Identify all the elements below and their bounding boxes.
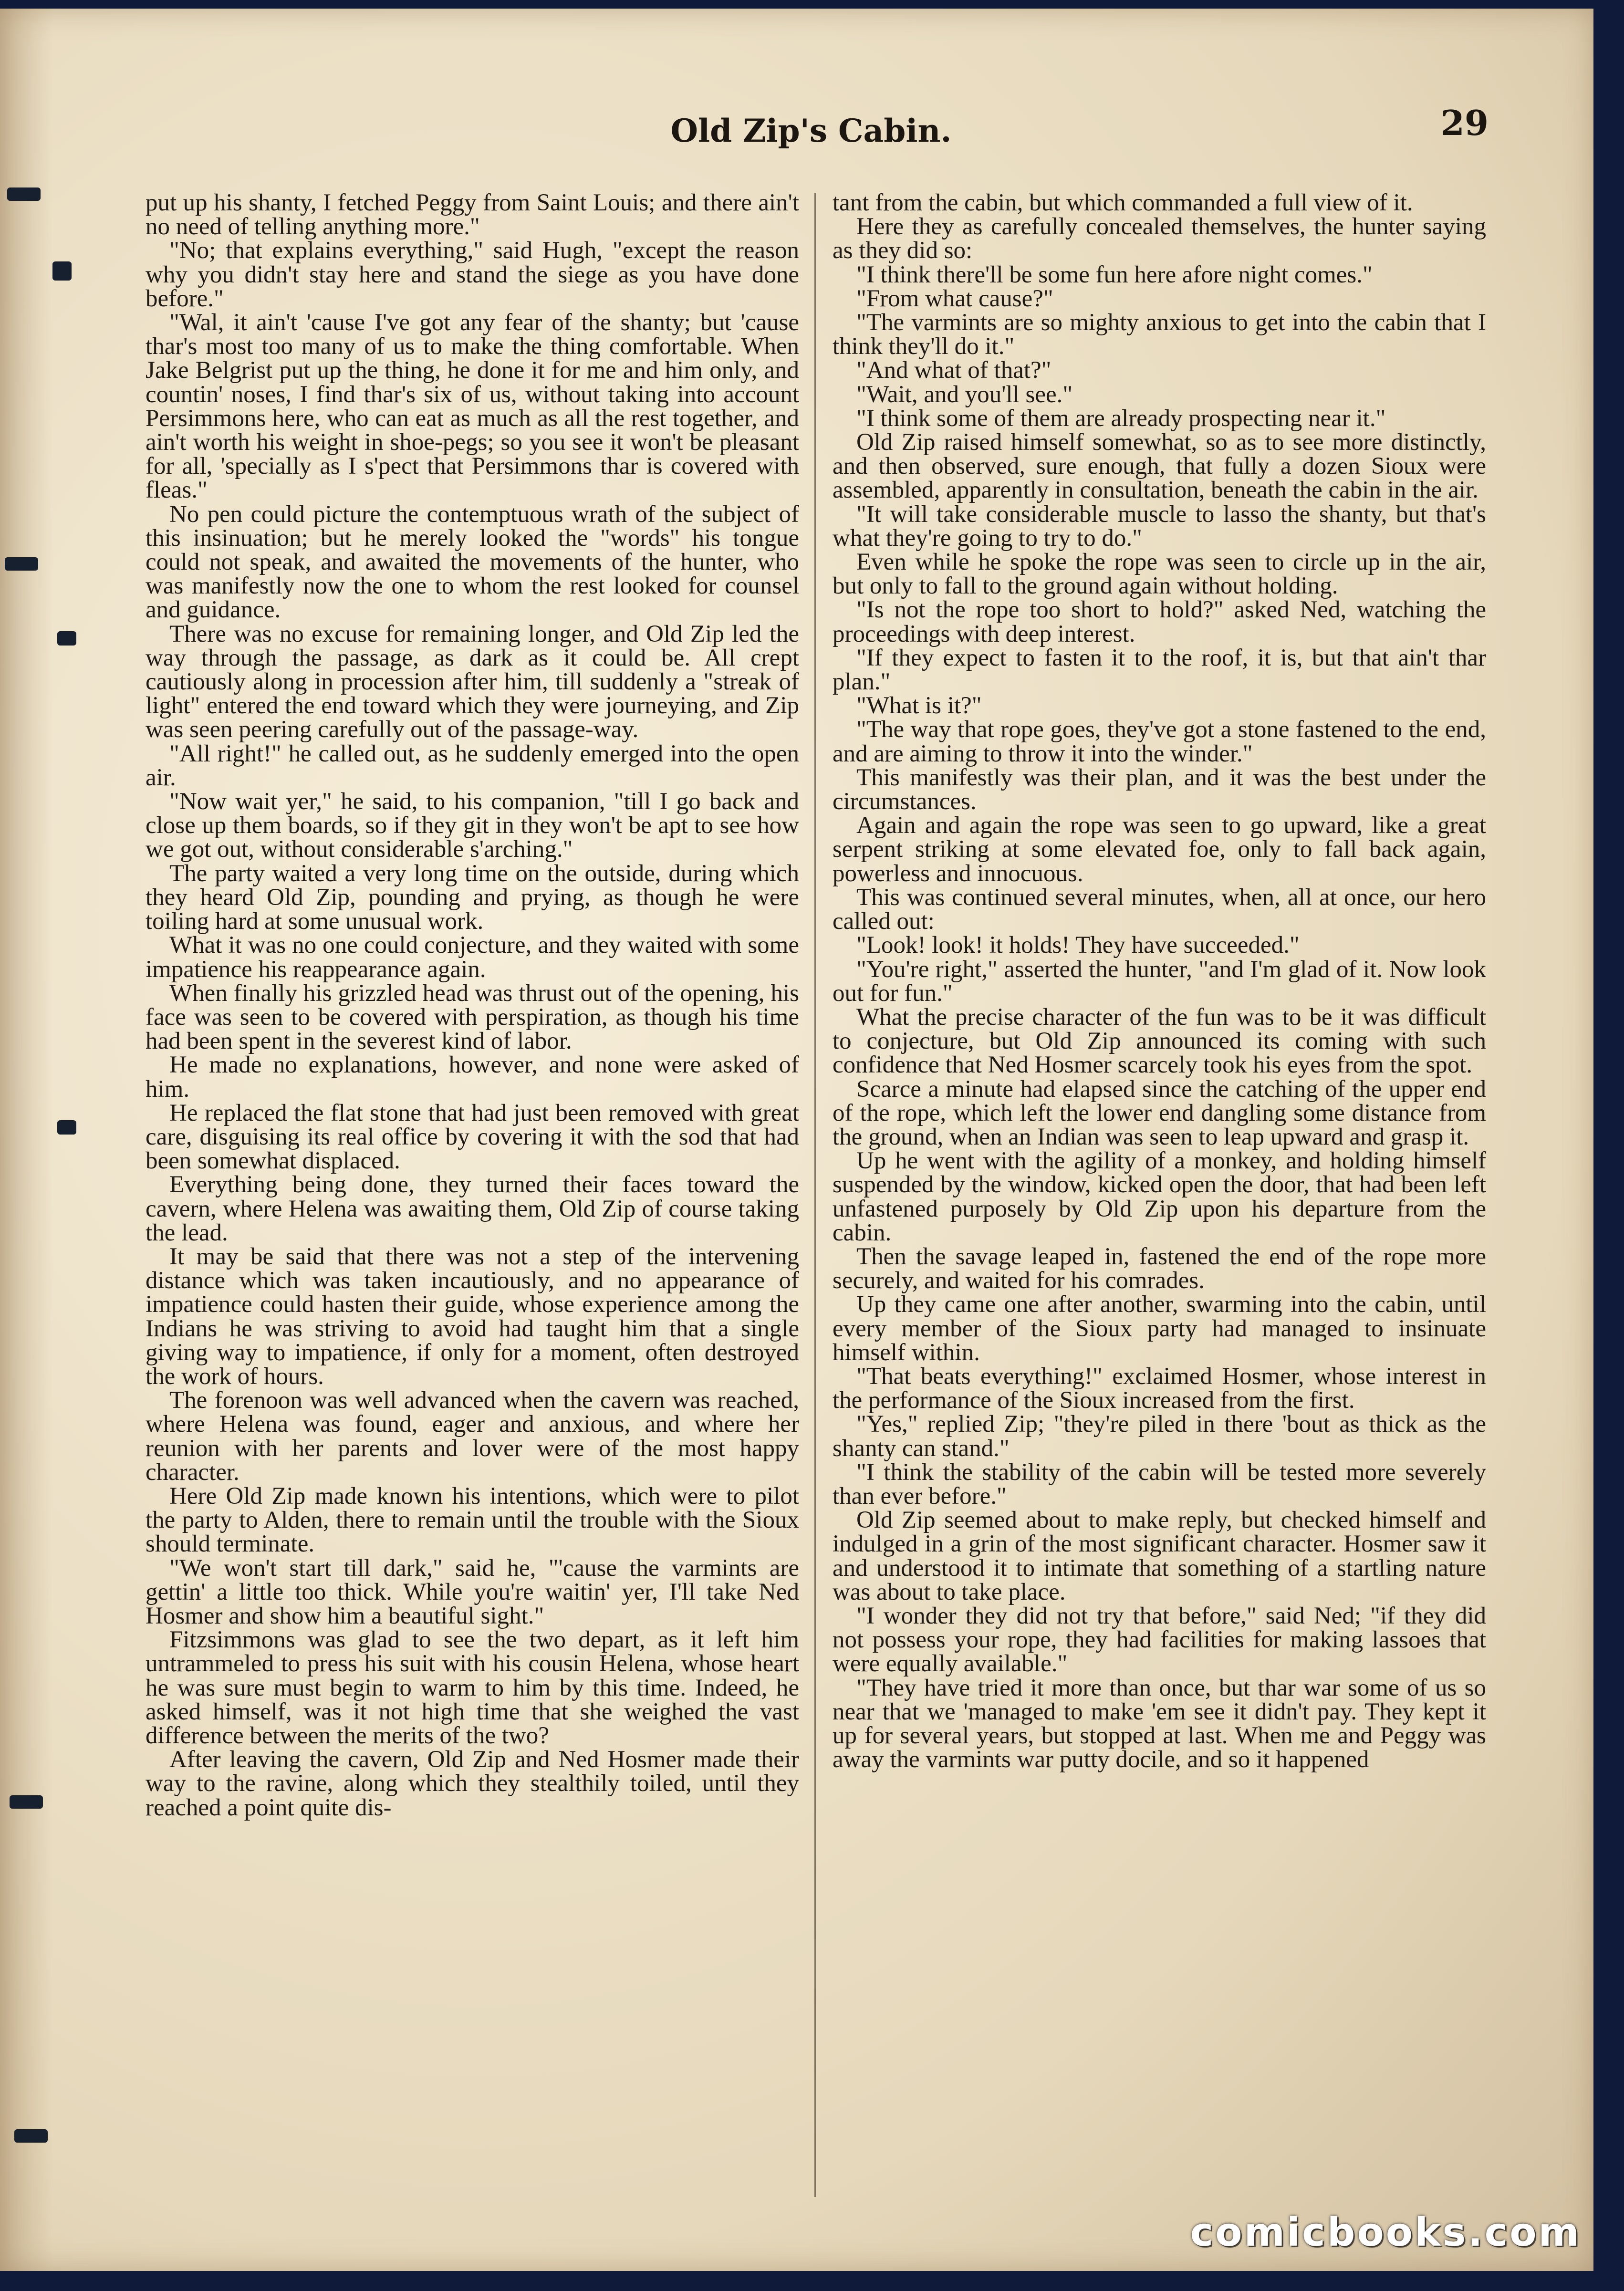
paragraph: "What is it?"	[856, 692, 982, 719]
paragraph: "Look! look! it holds! They have succeeded."	[856, 932, 1300, 959]
paragraph: He replaced the flat stone that had just been removed with great care, disguising its real office by covering it with the sod that had been somewhat displaced.	[146, 1099, 799, 1175]
paragraph: tant from the cabin, but which commanded a full view of it.	[833, 189, 1413, 216]
paragraph: "We won't start till dark," said he, "'cause the varmints are gettin' a little too thick. While you're waitin' yer, I'll take Ned Hosmer and show him a beautiful sight."	[146, 1554, 799, 1629]
paragraph: "All right!" he called out, as he suddenly emerged into the open air.	[146, 740, 799, 791]
paragraph: "The way that rope goes, they've got a stone fastened to the end, and are aiming to throw it into the winder."	[833, 716, 1486, 767]
paragraph: Everything being done, they turned their faces toward the cavern, where Helena was awaiting them, Old Zip of course taking the lead.	[146, 1171, 799, 1246]
paragraph: Fitzsimmons was glad to see the two depart, as it left him untrammeled to press his suit with his cousin Helena, whose heart he was sure must begin to warm to him by this time. Indeed, he asked himself, was it not high time that she weighed the vast difference between the merits of the two?	[146, 1626, 799, 1749]
paragraph: "That beats everything!" exclaimed Hosmer, whose interest in the performance of the Sioux increased from the first.	[833, 1363, 1486, 1414]
paragraph: The party waited a very long time on the outside, during which they heard Old Zip, pounding and prying, as though he were toiling hard at some unusual work.	[146, 860, 799, 935]
paragraph: No pen could picture the contemptuous wrath of the subject of this insinuation; but he merely looked the "words" his tongue could not speak, and awaited the movements of the hunter, who was manifestly now the one to whom the rest looked for counsel and guidance.	[146, 500, 799, 624]
binding-stitch	[57, 631, 76, 646]
paragraph: Old Zip seemed about to make reply, but checked himself and indulged in a grin of the most significant character. Hosmer saw it and understood it to intimate that something of a startling nature was about to take place.	[833, 1507, 1486, 1605]
paragraph: "I wonder they did not try that before," said Ned; "if they did not possess your rope, they had facilities for making lassoes that were equally available."	[833, 1602, 1486, 1677]
binding-stitch	[10, 1795, 43, 1809]
paragraph: "From what cause?"	[856, 285, 1053, 312]
paragraph: "The varmints are so mighty anxious to get into the cabin that I think they'll do it."	[833, 309, 1486, 360]
paragraph: What the precise character of the fun was to be it was difficult to conjecture, but Old Zip announced its coming with such confidence that Ned Hosmer scarcely took his eyes from the spot.	[833, 1003, 1486, 1079]
paragraph: put up his shanty, I fetched Peggy from Saint Louis; and there ain't no need of telling anything more."	[146, 189, 799, 240]
paragraph: "Wal, it ain't 'cause I've got any fear of the shanty; but 'cause thar's most too many of us to make the thing comfortable. When Jake Belgrist put up the thing, he done it for me and him only, and countin' noses, I find thar's six of us, without taking into account Persimmons here, who can eat as much as all the rest together, and ain't worth his weight in shoe-pegs; so you see it won't be pleasant for all, 'specially as I s'pect that Persimmons thar is covered with fleas."	[146, 309, 799, 504]
running-title: Old Zip's Cabin.	[670, 112, 952, 149]
paragraph: Up they came one after another, swarming into the cabin, until every member of the Sioux party had managed to insinuate himself within.	[833, 1291, 1486, 1366]
column-divider	[814, 193, 816, 2197]
paragraph: "I think the stability of the cabin will be tested more severely than ever before."	[833, 1458, 1486, 1510]
paragraph: After leaving the cavern, Old Zip and Ned Hosmer made their way to the ravine, along which they stealthily toiled, until they reached a point quite dis-	[146, 1746, 799, 1821]
paragraph: "I think there'll be some fun here afore night comes."	[856, 261, 1373, 288]
paragraph: What it was no one could conjecture, and they waited with some impatience his reappearance again.	[146, 932, 799, 983]
left-text-column	[146, 191, 799, 1820]
paragraph: "Wait, and you'll see."	[856, 381, 1073, 408]
paragraph: This manifestly was their plan, and it was the best under the circumstances.	[833, 764, 1486, 815]
paragraph: Up he went with the agility of a monkey, and holding himself suspended by the window, kicked open the door, that had been left unfastened purposely by Old Zip upon his departure from the cabin.	[833, 1147, 1486, 1246]
paragraph: "No; that explains everything," said Hugh, "except the reason why you didn't stay here and stand the siege as you have done before."	[146, 237, 799, 312]
right-text-column	[833, 191, 1486, 1771]
paragraph: "And what of that?"	[856, 357, 1051, 384]
page-number: 29	[1440, 103, 1489, 143]
watermark: comicbooks.com	[1190, 2210, 1581, 2255]
paragraph: Old Zip raised himself somewhat, so as to see more distinctly, and then observed, sure enough, that fully a dozen Sioux were assembled, apparently in consultation, beneath the cabin in the air.	[833, 429, 1486, 504]
paragraph: Scarce a minute had elapsed since the catching of the upper end of the rope, which left the lower end dangling some distance from the ground, when an Indian was seen to leap upward and grasp it.	[833, 1075, 1486, 1150]
binding-stitch	[52, 261, 72, 281]
paragraph: "I think some of them are already prospecting near it."	[856, 405, 1386, 432]
paragraph: The forenoon was well advanced when the cavern was reached, where Helena was found, eager and anxious, and where her reunion with her parents and lover were of the most happy character.	[146, 1387, 799, 1486]
page-header	[143, 103, 1489, 165]
paragraph: It may be said that there was not a step of the intervening distance which was taken incautiously, and no appearance of impatience could hasten their guide, whose experience among the Indians he was striving to avoid had taught him that a single giving way to impatience, if only for a moment, often destroyed the work of hours.	[146, 1243, 799, 1390]
paragraph: Here they as carefully concealed themselves, the hunter saying as they did so:	[833, 213, 1486, 264]
binding-stitch	[7, 187, 41, 201]
paragraph: "If they expect to fasten it to the roof, it is, but that ain't thar plan."	[833, 644, 1486, 696]
paragraph: Even while he spoke the rope was seen to circle up in the air, but only to fall to the ground again without holding.	[833, 549, 1486, 600]
paragraph: This was continued several minutes, when, all at once, our hero called out:	[833, 884, 1486, 935]
binding-edge	[0, 9, 52, 2271]
paragraph: Here Old Zip made known his intentions, which were to pilot the party to Alden, there to remain until the trouble with the Sioux should terminate.	[146, 1482, 799, 1558]
paragraph: "Yes," replied Zip; "they're piled in there 'bout as thick as the shanty can stand."	[833, 1411, 1486, 1462]
paragraph: He made no explanations, however, and none were asked of him.	[146, 1052, 799, 1103]
paragraph: "Now wait yer," he said, to his companion, "till I go back and close up them boards, so if they git in they won't be apt to see how we got out, without considerable s'arching."	[146, 788, 799, 863]
paragraph: "They have tried it more than once, but thar war some of us so near that we 'managed to make 'em see it didn't pay. They kept it up for several years, but stopped at last. When me and Peggy was away the varmints war putty docile, and so it happened	[833, 1674, 1486, 1773]
paragraph: There was no excuse for remaining longer, and Old Zip led the way through the passage, as dark as it could be. All crept cautiously along in procession after him, till suddenly a "streak of light" entered the end toward which they were journeying, and Zip was seen peering carefully out of the passage-way.	[146, 620, 799, 743]
binding-stitch	[57, 1120, 76, 1135]
paragraph: Then the savage leaped in, fastened the end of the rope more securely, and waited for his comrades.	[833, 1243, 1486, 1294]
paragraph: Again and again the rope was seen to go upward, like a great serpent striking at some elevated foe, only to fall back again, powerless and innocuous.	[833, 812, 1486, 887]
binding-stitch	[14, 2129, 48, 2143]
paragraph: "It will take considerable muscle to lasso the shanty, but that's what they're going to try to do."	[833, 500, 1486, 552]
paragraph: When finally his grizzled head was thrust out of the opening, his face was seen to be covered with perspiration, as though his time had been spent in the severest kind of labor.	[146, 979, 799, 1055]
paragraph: "Is not the rope too short to hold?" asked Ned, watching the proceedings with deep interest.	[833, 596, 1486, 647]
binding-stitch	[5, 557, 38, 571]
paragraph: "You're right," asserted the hunter, "and I'm glad of it. Now look out for fun."	[833, 956, 1486, 1007]
